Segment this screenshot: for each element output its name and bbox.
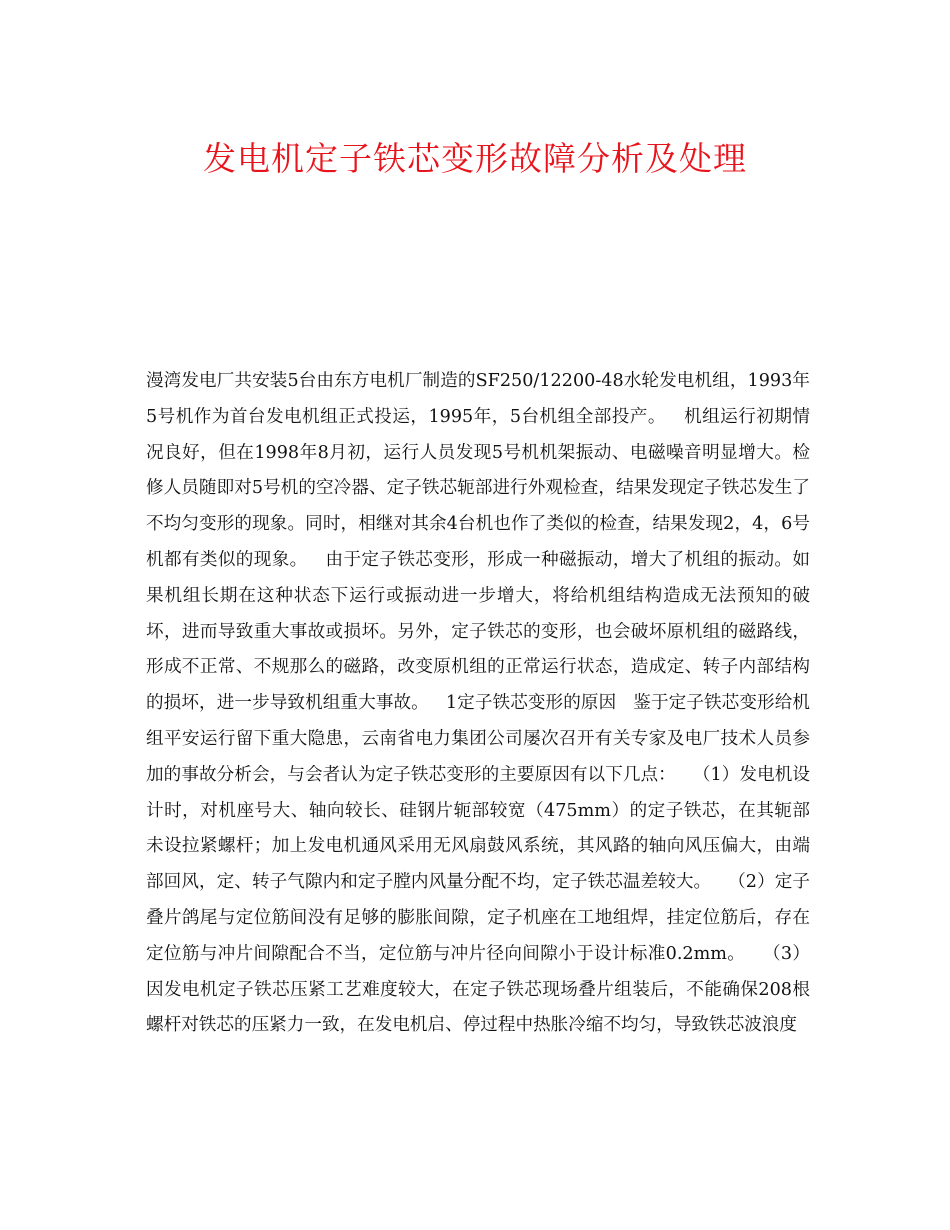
document-body-paragraph: 漫湾发电厂共安装5台由东方电机厂制造的SF250/12200-48水轮发电机组，1993年5号机作为首台发电机组正式投运，1995年，5台机组全部投产。 机组运行初期情况良好，但在1998年8月初，运行人员发现5号机机架振动、电磁噪音明显增大。检修人员随即对5号机的空冷器、定子铁芯轭部进行外观检查，结果发现定子铁芯发生了不均匀变形的现象。同时，相继对其余4台机也作了类似的检查，结果发现2，4，6号机都有类似的现象。 由于定子铁芯变形，形成一种磁振动，增大了机组的振动。如果机组长期在这种状态下运行或振动进一步增大，将给机组结构造成无法预知的破坏，进而导致重大事故或损坏。另外，定子铁芯的变形，也会破坏原机组的磁路线，形成不正常、不规那么的磁路，改变原机组的正常运行状态，造成定、转子内部结构的损坏，进一步导致机组重大事故。 1定子铁芯变形的原因 鉴于定子铁芯变形给机组平安运行留下重大隐患，云南省电力集团公司屡次召开有关专家及电厂技术人员参加的事故分析会，与会者认为定子铁芯变形的主要原因有以下几点： （1）发电机设计时，对机座号大、轴向较长、硅钢片轭部较宽（475mm）的定子铁芯，在其轭部未设拉紧螺杆；加上发电机通风采用无风扇鼓风系统，其风路的轴向风压偏大，由端部回风，定、转子气隙内和定子膛内风量分配不均，定子铁芯温差较大。 （2）定子叠片鸽尾与定位筋间没有足够的膨胀间隙，定子机座在工地组焊，挂定位筋后，存在定位筋与冲片间隙配合不当，定位筋与冲片径向间隙小于设计标准0.2mm。 （3）因发电机定子铁芯压紧工艺难度较大，在定子铁芯现场叠片组装后，不能确保208根螺杆对铁芯的压紧力一致，在发电机启、停过程中热胀冷缩不均匀，导致铁芯波浪度	[146, 371, 810, 1036]
document-title: 发电机定子铁芯变形故障分析及处理	[203, 139, 747, 178]
